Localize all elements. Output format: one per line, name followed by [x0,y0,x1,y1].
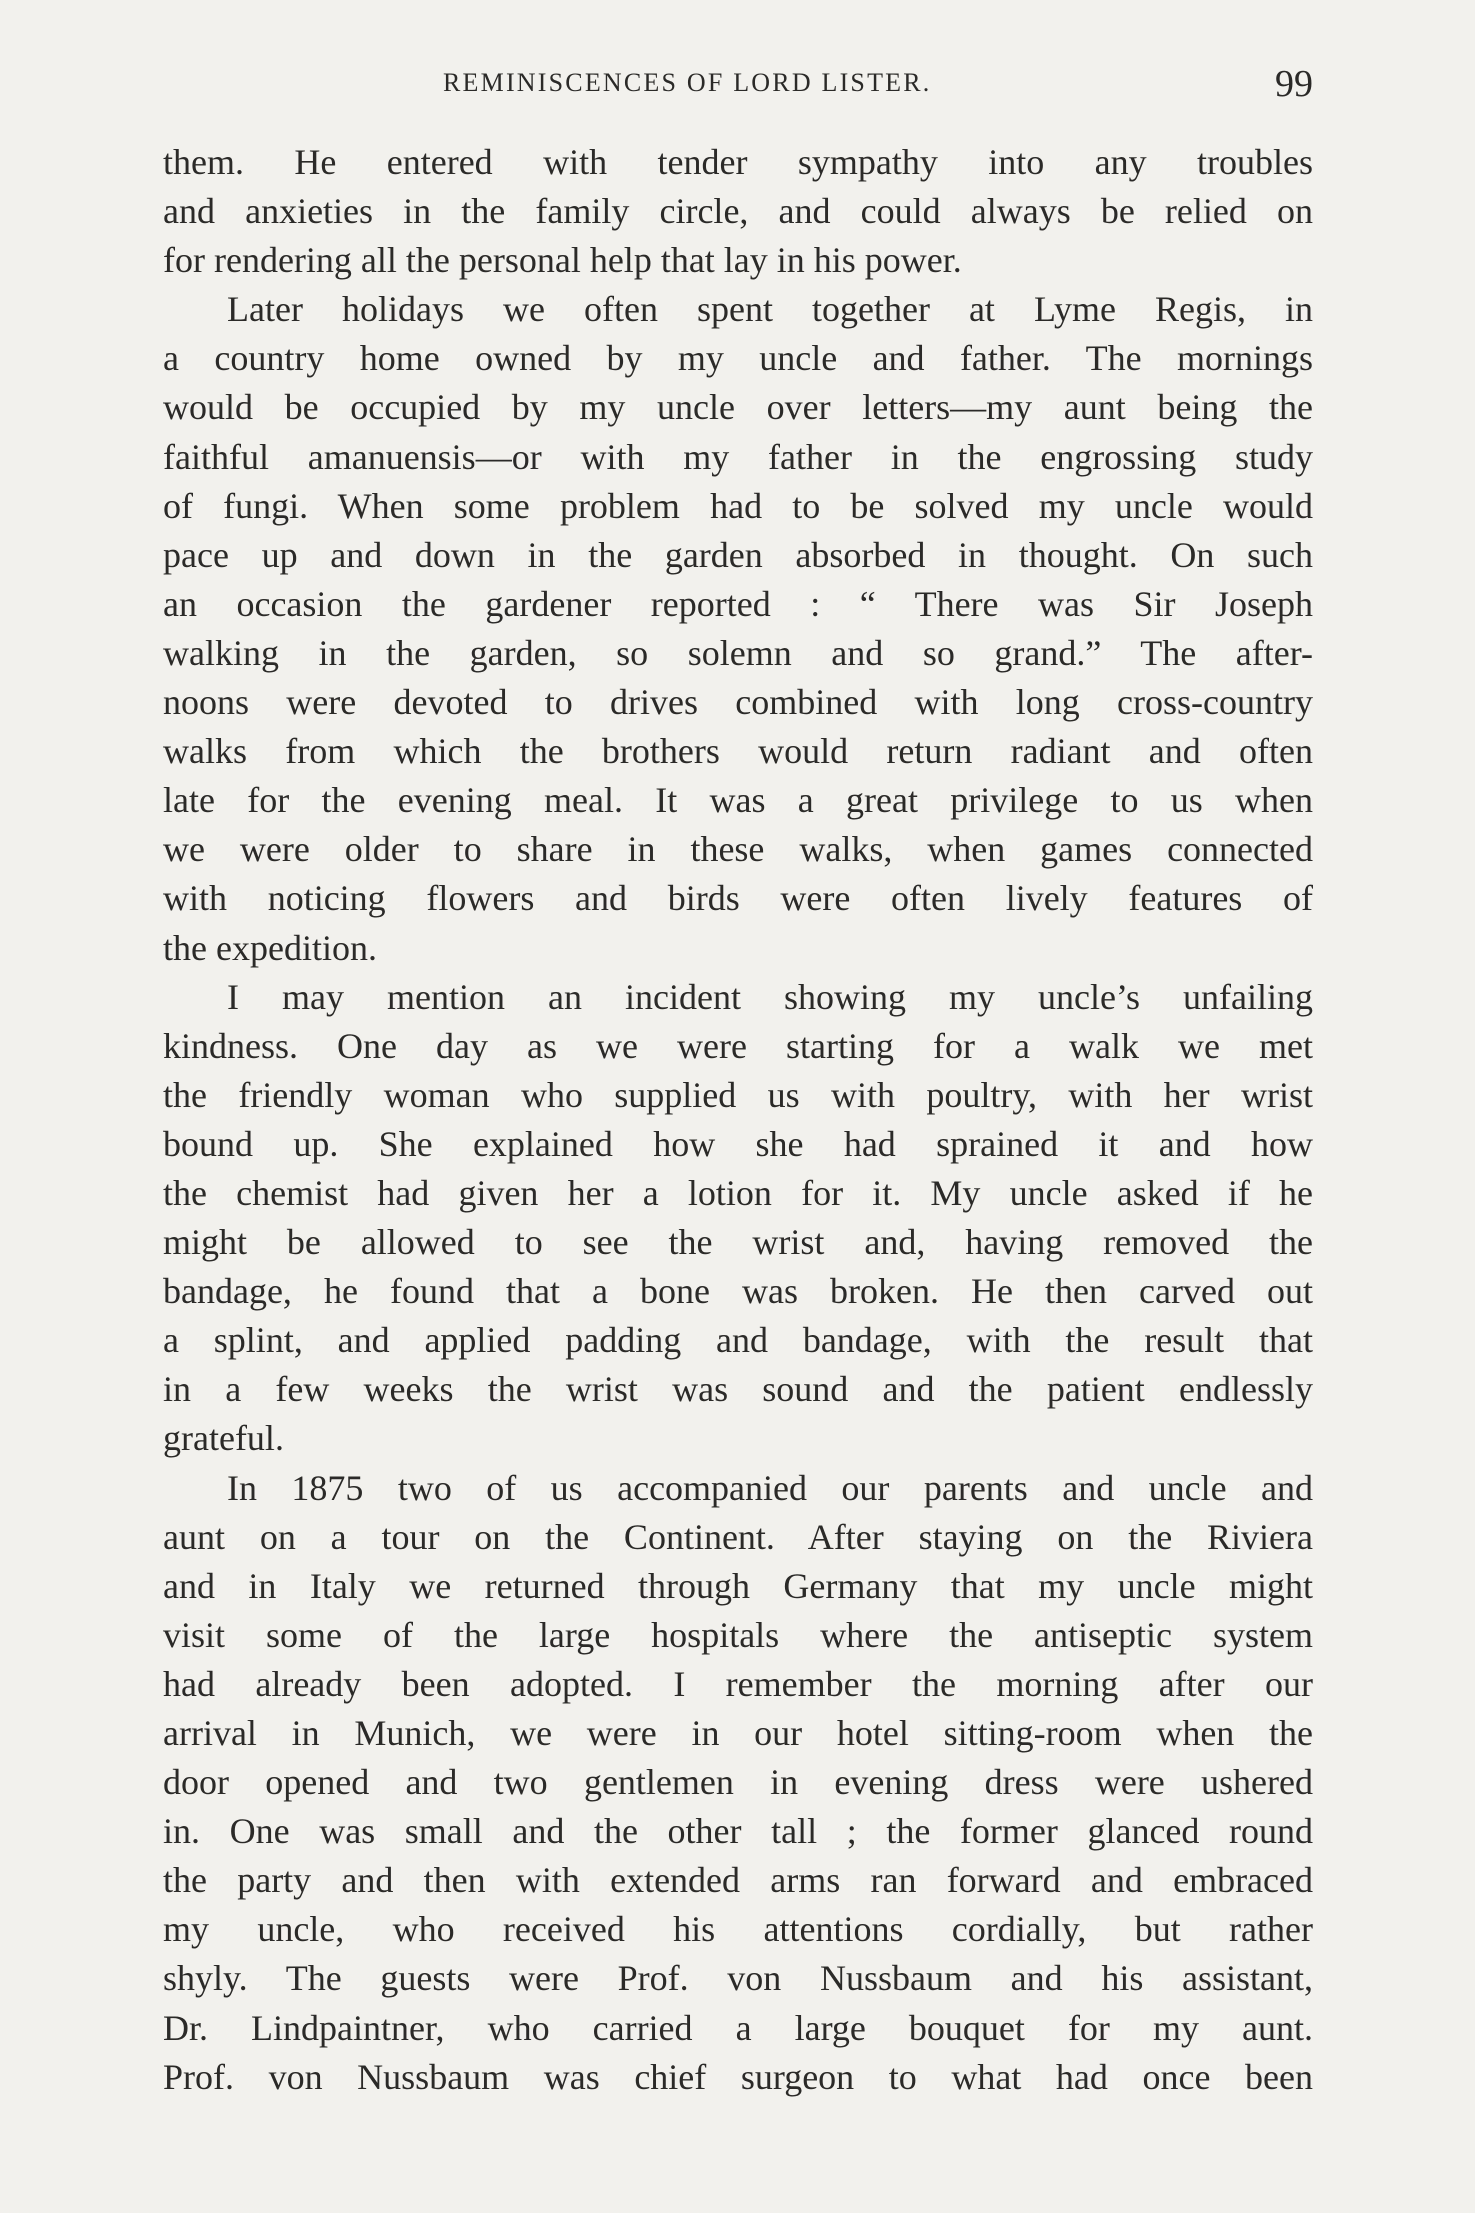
text-line: them. He entered with tender sympathy into any troubles [163,142,1313,182]
text-line: in. One was small and the other tall ; the former glanced round [163,1811,1313,1852]
text-line: had already been adopted. I remember the morning after our [163,1663,1313,1704]
text-line: bandage, he found that a bone was broken. He then carved out [163,1271,1313,1312]
text-line: the party and then with extended arms ran forward and embraced [163,1860,1313,1901]
text-line: we were older to share in these walks, when games connected [163,829,1313,870]
text-line: a splint, and applied padding and bandage, with the result that [163,1320,1313,1361]
text-line: late for the evening meal. It was a great privilege to us when [163,780,1313,821]
body-text [163,138,1313,2102]
text-line: and in Italy we returned through Germany that my uncle might [163,1565,1313,1606]
text-line: in a few weeks the wrist was sound and the patient endlessly [163,1369,1313,1410]
text-line: with noticing flowers and birds were often lively features of [163,878,1313,919]
text-line: Dr. Lindpaintner, who carried a large bouquet for my aunt. [163,2007,1313,2048]
text-line: Later holidays we often spent together at Lyme Regis, in [227,289,1313,330]
running-head [163,62,1313,112]
text-line: I may mention an incident showing my uncle’s unfailing [227,976,1313,1017]
text-line: an occasion the gardener reported : “ There was Sir Joseph [163,583,1313,624]
text-line: for rendering all the personal help that lay in his power. [163,240,962,281]
text-line: and anxieties in the family circle, and could always be relied on [163,191,1313,232]
text-line: Prof. von Nussbaum was chief surgeon to what had once been [163,2056,1313,2097]
running-title: REMINISCENCES OF LORD LISTER. [443,68,932,97]
text-line: my uncle, who received his attentions cordially, but rather [163,1909,1313,1950]
text-line: the expedition. [163,927,377,968]
text-line: aunt on a tour on the Continent. After staying on the Riviera [163,1516,1313,1557]
text-line: In 1875 two of us accompanied our parents and uncle and [227,1467,1313,1508]
text-line: visit some of the large hospitals where the antiseptic system [163,1614,1313,1655]
text-line: bound up. She explained how she had sprained it and how [163,1123,1313,1164]
text-line: a country home owned by my uncle and father. The mornings [163,338,1313,379]
text-line: the chemist had given her a lotion for it. My uncle asked if he [163,1172,1313,1213]
text-line: grateful. [163,1418,284,1459]
text-line: walking in the garden, so solemn and so grand.” The after- [163,632,1313,673]
page-number: 99 [1275,63,1313,105]
text-line: of fungi. When some problem had to be solved my uncle would [163,485,1313,526]
text-line: pace up and down in the garden absorbed in thought. On such [163,534,1313,575]
text-line: kindness. One day as we were starting for a walk we met [163,1025,1313,1066]
text-line: door opened and two gentlemen in evening dress were ushered [163,1762,1313,1803]
text-line: noons were devoted to drives combined with long cross-country [163,682,1313,723]
text-line: the friendly woman who supplied us with poultry, with her wrist [163,1074,1313,1115]
text-line: might be allowed to see the wrist and, having removed the [163,1222,1313,1263]
text-line: arrival in Munich, we were in our hotel sitting-room when the [163,1713,1313,1753]
text-line: walks from which the brothers would return radiant and often [163,731,1313,772]
text-line: faithful amanuensis—or with my father in the engrossing study [163,436,1313,477]
text-line: would be occupied by my uncle over letters—my aunt being the [163,387,1313,428]
text-line: shyly. The guests were Prof. von Nussbaum and his assistant, [163,1958,1313,1999]
